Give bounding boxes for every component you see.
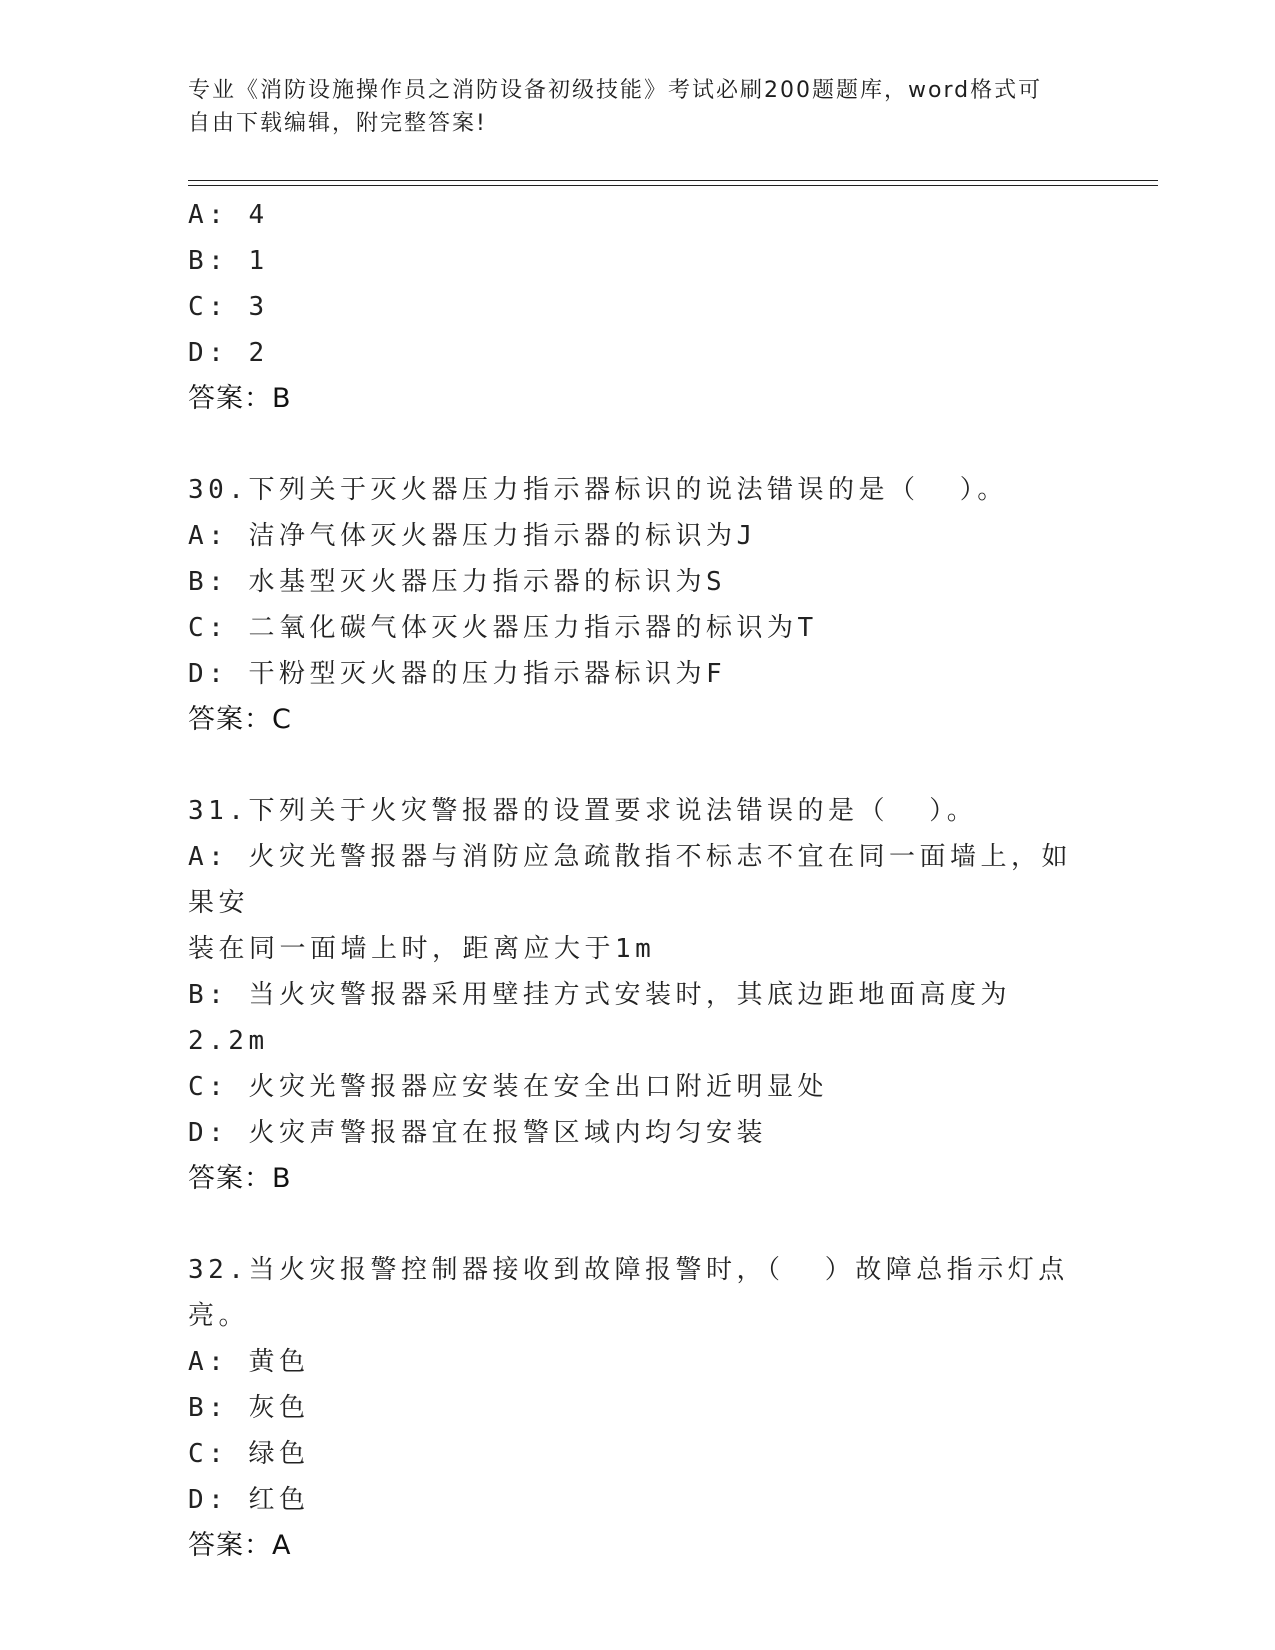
option-b: B: 灰色 <box>188 1393 310 1423</box>
document-header <box>188 74 1068 140</box>
header-line-1: 专业《消防设施操作员之消防设备初级技能》考试必刷200题题库，word格式可 <box>188 78 1043 103</box>
option-a: A: 黄色 <box>188 1347 310 1377</box>
option-a-continued: 装在同一面墙上时，距离应大于1m <box>188 934 656 964</box>
question-stem: 31.下列关于火灾警报器的设置要求说法错误的是（ ）。 <box>188 796 978 826</box>
option-a: A: 洁净气体灭火器压力指示器的标识为J <box>188 521 757 551</box>
answer-line: 答案：B <box>188 1163 292 1194</box>
option-c: C: 二氧化碳气体灭火器压力指示器的标识为T <box>188 613 818 643</box>
question-list <box>188 192 1088 1569</box>
option-d: D: 2 <box>188 338 269 368</box>
question-stem: 30.下列关于灭火器压力指示器标识的说法错误的是（ ）。 <box>188 475 1008 505</box>
spacer <box>188 743 1088 788</box>
header-rule-bottom <box>188 185 1158 186</box>
option-a: A: 火灾光警报器与消防应急疏散指不标志不宜在同一面墙上，如果安 <box>188 842 1072 918</box>
option-b: B: 水基型灭火器压力指示器的标识为S <box>188 567 727 597</box>
answer-line: 答案：B <box>188 383 292 414</box>
header-rule-top <box>188 180 1158 181</box>
question-30 <box>188 467 1088 743</box>
option-d: D: 红色 <box>188 1485 310 1515</box>
answer-line: 答案：A <box>188 1530 292 1561</box>
option-d: D: 干粉型灭火器的压力指示器标识为F <box>188 659 727 689</box>
option-c: C: 火灾光警报器应安装在安全出口附近明显处 <box>188 1072 828 1102</box>
option-d: D: 火灾声警报器宜在报警区域内均匀安装 <box>188 1118 767 1148</box>
option-c: C: 绿色 <box>188 1439 310 1469</box>
option-a: A: 4 <box>188 200 269 230</box>
spacer <box>188 1202 1088 1247</box>
question-31 <box>188 788 1088 1202</box>
option-b: B: 当火灾警报器采用壁挂方式安装时，其底边距地面高度为2.2m <box>188 980 1011 1056</box>
spacer <box>188 422 1088 467</box>
option-c: C: 3 <box>188 292 269 322</box>
option-b: B: 1 <box>188 246 269 276</box>
answer-line: 答案：C <box>188 704 292 735</box>
question-32 <box>188 1247 1088 1569</box>
header-line-2: 自由下载编辑，附完整答案! <box>188 111 487 136</box>
question-stem: 32.当火灾报警控制器接收到故障报警时，（ ）故障总指示灯点亮。 <box>188 1255 1069 1331</box>
question-29-continuation <box>188 192 1088 422</box>
